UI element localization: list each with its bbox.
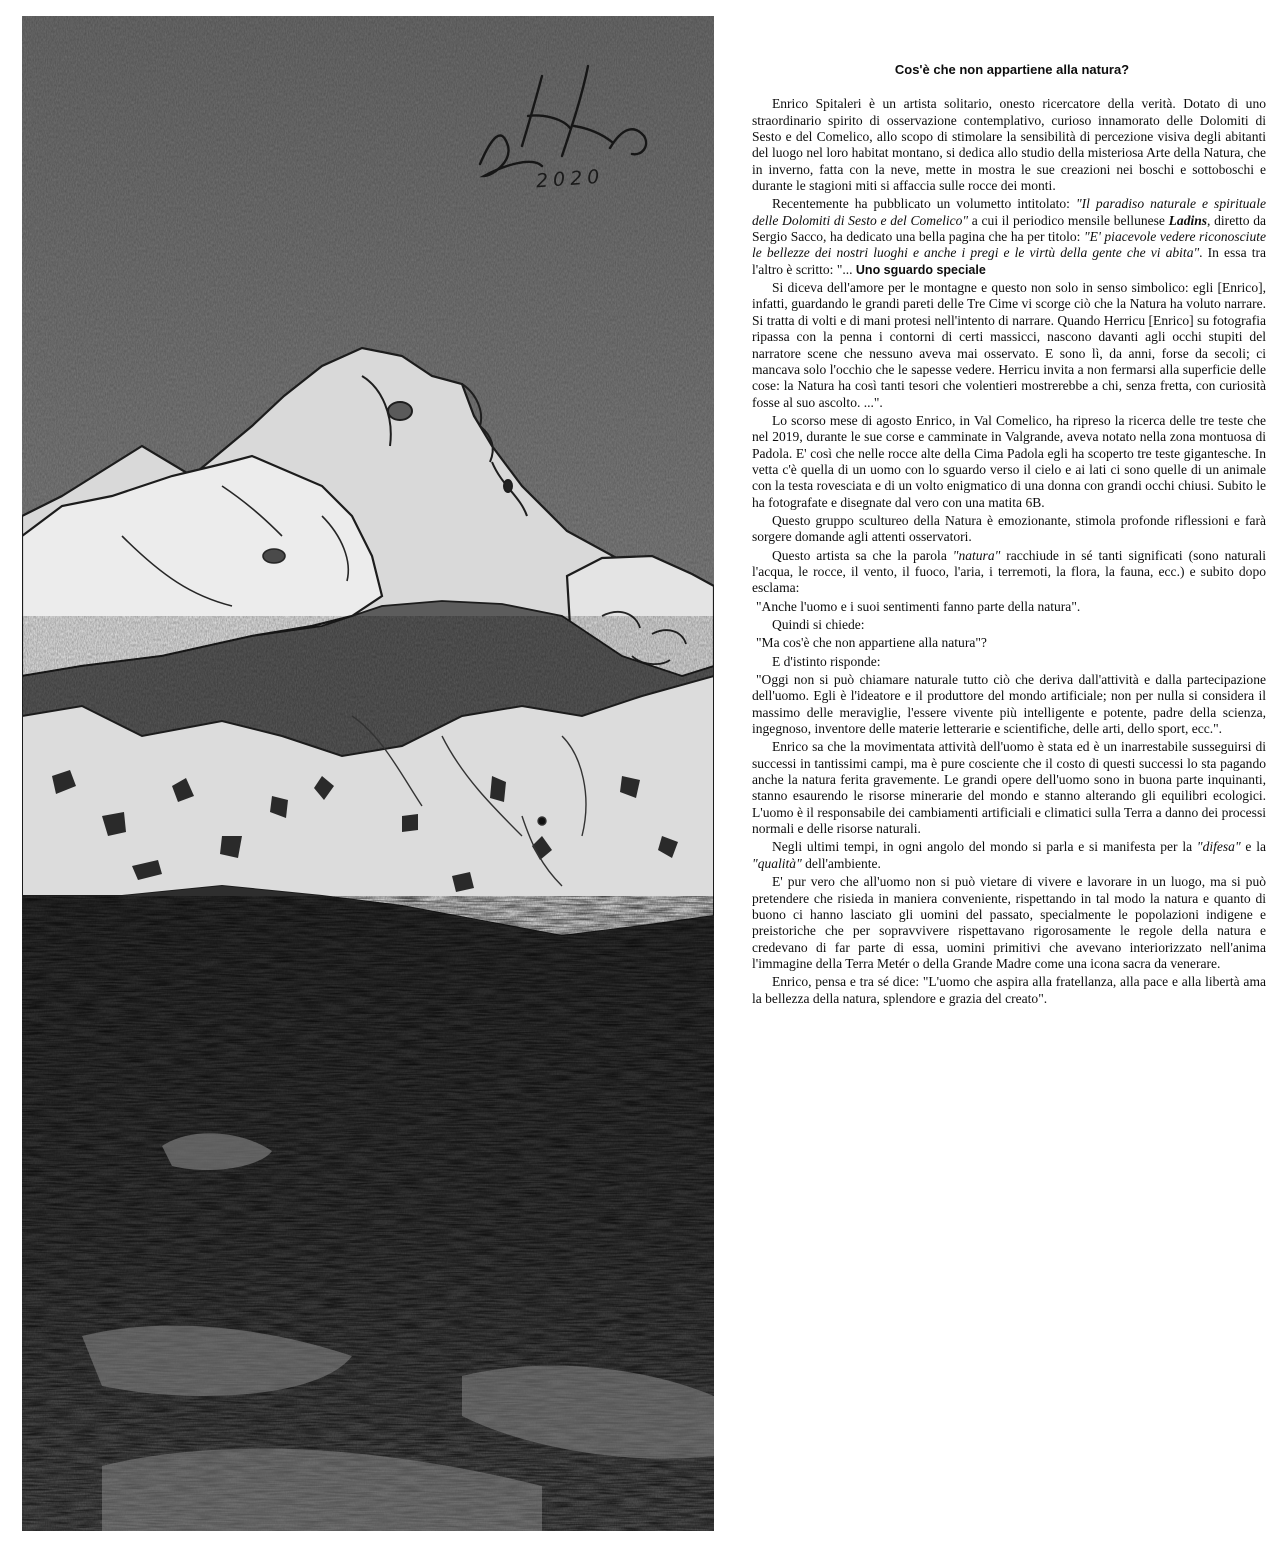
text-run: Negli ultimi tempi, in ogni angolo del mondo si parla e si manifesta per la: [772, 839, 1197, 855]
emphasized-word: "qualità": [752, 855, 802, 871]
text-run: . In essa tra l'altro è scritto: "...: [752, 245, 1266, 277]
text-run: dell'ambiente.: [801, 855, 881, 871]
paragraph: [752, 548, 1266, 597]
quote-line: "Oggi non si può chiamare naturale tutto ciò che deriva dall'attività e dalla partecipazione dell'uomo. Egli è l'ideatore e il produttore del mondo artificiale; non per nulla si considera il massimo delle meraviglie, l'essere vivente più intelligente e potente, padre della scienza, ingegnoso, inventore delle materie letterarie e scientifiche, delle arti, dello sport, ecc.".: [752, 672, 1266, 737]
paragraph: Enrico Spitaleri è un artista solitario, onesto ricercatore della verità. Dotato di uno straordinario spirito di osservazione contemplativo, curioso innamorato delle Dolomiti di Sesto e del Comelico, allo scopo di stimolare la sensibilità di percezione visiva degli abitanti del luogo nel loro habitat montano, si dedica allo studio della misteriosa Arte della Natura, che in inverno, fatta con la neve, mette in mostra le sue creazioni nei boschi e sottoboschi e durante le stagioni miti si affaccia sulle rocce dei monti.: [752, 96, 1266, 194]
quote-line: "Anche l'uomo e i suoi sentimenti fanno parte della natura".: [756, 598, 1081, 614]
paragraph: [752, 196, 1266, 278]
article: [752, 62, 1266, 1009]
paragraph: Questo gruppo scultureo della Natura è emozionante, stimola profonde riflessioni e farà sorgere domande agli attenti osservatori.: [752, 512, 1266, 545]
text-run: Questo artista sa che la parola: [772, 547, 953, 563]
paragraph: [752, 839, 1266, 872]
paragraph: E' pur vero che all'uomo non si può vietare di vivere e lavorare in un luogo, ma si può pretendere che risieda in maniera conveniente, rispettando in tal modo la natura e quanto di buono ci hanno lasciato gli uomini del passato, specialmente le popolazioni indigene e preistoriche che per sopravvivere rispettavano rigorosamente le regole della natura e credevano di far parte di essa, uomini primitivi che avevano interiorizzato nell'anima l'immagine della Terra Metér o della Grande Madre come una icona sacra da venerare.: [752, 874, 1266, 971]
article-title: Cos'è che non appartiene alla natura?: [894, 62, 1130, 77]
text-run: Recentemente ha pubblicato un volumetto intitolato:: [772, 196, 1076, 212]
quote-line: "Ma cos'è che non appartiene alla natura"?: [756, 635, 987, 651]
quoted-heading: Uno sguardo speciale: [855, 262, 986, 277]
text-run: e la: [1240, 839, 1266, 855]
paragraph: Lo scorso mese di agosto Enrico, in Val Comelico, ha ripreso la ricerca delle tre teste che nel 2019, durante le sue corse e camminate in Valgrande, aveva notato nella zona montuosa di Padola. E' così che nelle rocce alte della Cima Padola egli ha scoperto tre teste gigantesche. In vetta c'è quella di un uomo con lo sguardo verso il cielo e ai lati ci sono quelle di un animale con la testa rovesciata e di un volto enigmatico di una donna con grandi occhi chiusi. Subito le ha fotografate e disegnate dal vero con una matita 6B.: [752, 412, 1266, 510]
text-run: , diretto da Sergio Sacco, ha dedicato una bella pagina che ha per titolo:: [752, 212, 1267, 245]
paragraph: Enrico sa che la movimentata attività dell'uomo è stata ed è un inarrestabile susseguirsi di successi in tantissimi campi, ma è pure cosciente che il costo di questi successi lo sta pagando anche la natura ferita gravemente. Le grandi opere dell'uomo sono in buona parte inquinanti, stanno esaurendo le risorse minerarie del mondo e stanno alterando gli equilibri ecologici. L'uomo è il responsabile dei cambiamenti artificiali e climatici sulla Terra a danno dei processi normali e delle risorse naturali.: [752, 739, 1266, 837]
drawing-date: 2020: [535, 165, 606, 193]
quote-line: Quindi si chiede:: [772, 617, 865, 632]
text-run: racchiude in sé tanti significati (sono naturali l'acqua, le rocce, il vento, il fuoco, l'aria, i terremoti, la flora, la fauna, ecc.) e subito dopo esclama:: [752, 547, 1267, 596]
book-title: "Il paradiso naturale e spirituale delle Dolomiti di Sesto e del Comelico": [752, 196, 1266, 228]
text-run: a cui il periodico mensile bellunese: [968, 212, 1169, 228]
quote-line: E d'istinto risponde:: [772, 653, 881, 669]
charcoal-drawing: [22, 16, 714, 1531]
paragraph: Enrico, pensa e tra sé dice: "L'uomo che aspira alla fratellanza, alla pace e alla libertà ama la bellezza della natura, splendore e grazia del creato".: [752, 974, 1266, 1006]
paragraph: Si diceva dell'amore per le montagne e questo non solo in senso simbolico: egli [Enrico], infatti, guardando le grandi pareti delle Tre Cime vi scorge ciò che la Natura ha voluto narrare. Si tratta di volti e di mani protesi nell'intento di narrare. Quando Herricu [Enrico] su fotografia ripassa con la penna i contorni di certi massicci, nascono davanti agli occhi stupiti del narratore scene che nessuno aveva mai osservato. E sono lì, da anni, forse da secoli; ci mancava solo l'occhio che le sapesse vedere. Herricu invita a non fermarsi alla superficie delle cose: la Natura ha così tanti tesori che volentieri mostrerebbe a chi, senza fretta, con curiosità fosse al suo ascolto. ...".: [752, 280, 1266, 410]
mountain-drawing-svg: [22, 16, 714, 1531]
emphasized-word: "difesa": [1196, 839, 1241, 855]
page-title-quote: "E' piacevole vedere riconosciute le bellezze dei nostri luoghi e anche i pregi e le virtù della gente che vi abita": [752, 229, 1266, 261]
emphasized-word: "natura": [952, 547, 1001, 563]
magazine-name: Ladins: [1168, 212, 1208, 228]
